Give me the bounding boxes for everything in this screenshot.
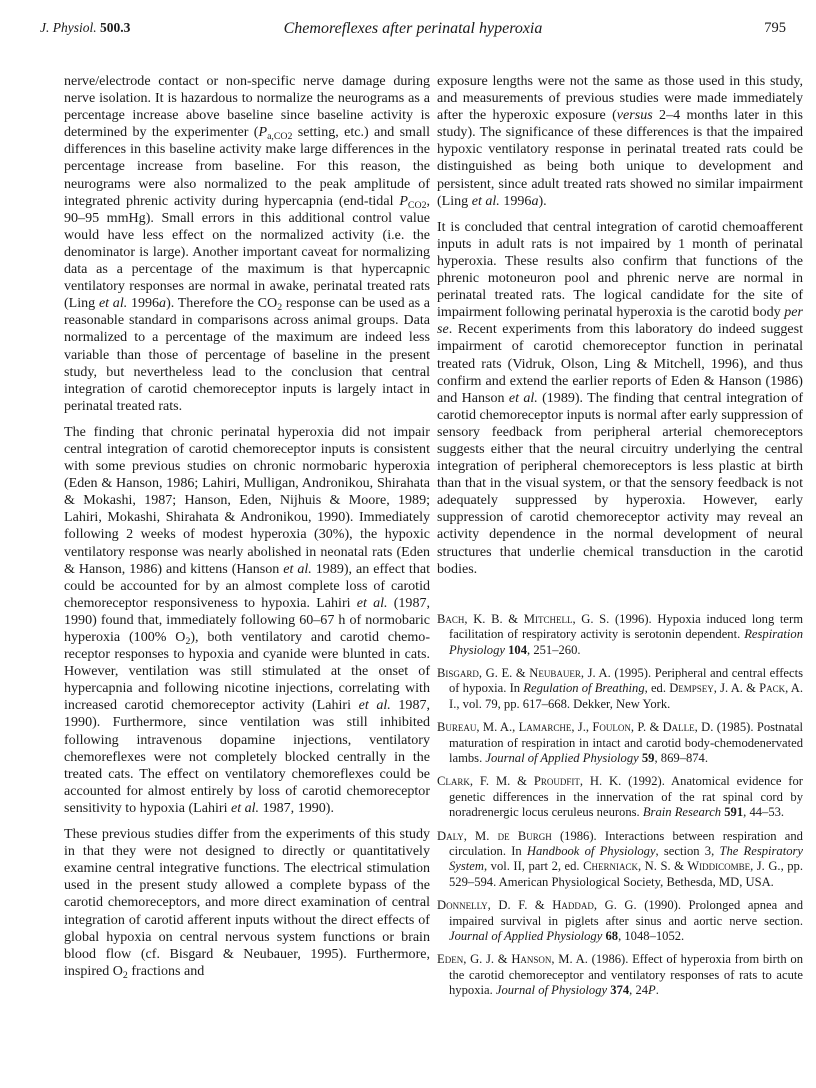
italic-text: et al.: [230, 799, 260, 816]
italic-text: et al.: [358, 697, 391, 714]
subscript: 2: [185, 636, 191, 647]
author-names: Bisgard, G. E. & Neubauer, J. A.: [437, 665, 611, 680]
author-names: Bureau, M. A., Lamarche, J., Foulon, P. & Dalle, D.: [437, 720, 714, 735]
author-names: Donnelly, D. F. & Haddad, G. G.: [437, 898, 637, 913]
volume-number: 59: [641, 750, 655, 765]
journal-name: J. Physiol.: [40, 20, 97, 35]
subscript: 2: [421, 199, 427, 211]
body-paragraph: These previous studies differ from the experiments of this study in that they were not designed to directly or quantitatively examine central integrative functions. The electrical stimulation used in the present study allowed a complete bypass of the carotid chemoreceptors, and more direct examination of central integration of carotid afferent inputs without the direct effects of global hypoxia on central nervous system functions or brain blood flow (cf. Bisgard & Neubauer, 1995). Furthermore, inspired $O_2$ fractions and: [64, 826, 430, 981]
right-column: [437, 73, 803, 1007]
italic-text: et al.: [356, 594, 388, 611]
subscript: 2: [277, 302, 283, 314]
body-paragraph: exposure lengths were not the same as those used in this study, and measurements of previous studies were made immediately after the hyperoxic exposure (versus 2–4 months later in this study). The significance of these differences is that the impaired hypoxic ventilatory response in perinatal treated rats could be distinguished as being both unique to development and persistent, since adult treated rats showed no similar impairment (Ling et al. 1996a).: [437, 73, 803, 209]
author-names: Clark, F. M. & Proudfit, H. K.: [437, 774, 622, 789]
italic-text: Journal of Applied Physiology: [485, 750, 639, 765]
volume-number: 591: [724, 805, 744, 820]
reference-item: Bureau, M. A., Lamarche, J., Foulon, P. & Dalle, D. (1985). Postnatal maturation of respiration in intact and carotid body-chemodenervated lambs. Journal of Applied Physiology 59, 869–874.: [437, 720, 803, 765]
italic-text: P: [258, 124, 268, 141]
reference-item: Eden, G. J. & Hanson, M. A. (1986). Effect of hyperoxia from birth on the carotid chemoreceptor and ventilatory responses of rats to acute hypoxia. Journal of Physiology 374, 24P.: [437, 952, 803, 998]
left-column: [64, 73, 430, 989]
italic-text: The Respiratory System: [449, 844, 803, 874]
reference-item: Bisgard, G. E. & Neubauer, J. A. (1995). Peripheral and central effects of hypoxia. In Regulation of Breathing, ed. Dempsey, J. A. & Pack, A. I., vol. 79, pp. 617–668. Dekker, New York.: [437, 665, 804, 711]
subscript: 2: [287, 131, 293, 143]
italic-text: Brain Research: [642, 805, 722, 820]
page-number: 795: [764, 20, 786, 36]
italic-text: Journal of Applied Physiology: [449, 929, 603, 944]
italic-text: P: [648, 983, 656, 998]
reference-item: Donnelly, D. F. & Haddad, G. G. (1990). Prolonged apnea and impaired survival in piglets after sinus and aortic nerve section. Journal of Applied Physiology 68, 1048–1052.: [437, 898, 803, 944]
italic-text: Handbook of Physiology: [526, 844, 656, 858]
volume-number: 68: [605, 929, 619, 944]
italic-text: a: [159, 295, 167, 312]
italic-text: Regulation of Breathing: [523, 681, 645, 696]
body-paragraph: nerve/electrode contact or non-specific nerve damage during nerve isolation. It is hazardous to normalize the neurograms as a percentage increase above baseline since baseline activity is determined by the experimenter ($P_{a,CO2}$ setting, etc.) and small differences in this baseline activity make large differences in the percentage increase from baseline. For this reason, the neurograms were also normalized to the peak amplitude of integrated phrenic activity during hypercapnia (end-tidal $P_{CO2}$, 90–95 mmHg). Small errors in this additional control value would have less effect on the normalized activity (i.e. the denominator is large). Another important caveat for normalizing data as a percentage of the maximum is that hypercapnic ventilatory responses are normal in awake, perinatal treated rats (Ling et al. 1996a). Therefore the $CO_2$ response can be used as a reasonable standard in comparisons across animal groups. Data normalized to a percentage of the maximum are indeed less variable than those of percentage of baseline in the present study, but nevertheless lead to the conclusion that central integration of carotid chemoreceptor inputs is largely intact in perinatal treated rats.: [64, 73, 431, 414]
reference-list: [437, 612, 803, 999]
italic-text: versus: [616, 107, 653, 124]
author-names: Bach, K. B. & Mitchell, G. S.: [437, 611, 610, 626]
italic-text: et al.: [98, 295, 128, 312]
italic-text: a: [531, 192, 539, 209]
italic-text: P: [399, 192, 408, 209]
italic-text: et al.: [471, 192, 500, 209]
author-names: Dempsey, J. A. & Pack, A. I.: [449, 681, 804, 711]
author-names: Daly, M. de Burgh: [437, 828, 552, 843]
body-paragraph: It is concluded that central integration of carotid chemoafferent inputs in adult rats is not impaired by 1 month of perinatal hyperoxia. These results also confirm that functions of the phrenic motoneuron pool and phrenic nerve are normal in perinatal treated rats. The logical candidate for the site of impairment following perinatal hyperoxia is the carotid body per se. Recent experiments from this laboratory do indeed suggest impairment of carotid chemoreceptor function in perinatal treated rats (Vidruk, Olson, Ling & Mitchell, 1996), and thus confirm and extend the earlier reports of Eden & Hanson (1986) and Hanson et al. (1989). The finding that central integration of carotid chemoreceptor inputs is normal after early suppression of sensory feedback from peripheral arterial chemoreceptors suggests either that the neural circuitry underlying the central integration of peripheral chemoreceptors is less plastic at birth than that in the visual system, or that the sensory feedback is not adequately suppressed by hyperoxia. However, early suppression of carotid chemoreceptor activity may reveal an activity dependence in the normal development of neural structures that underlie chemical transduction in the carotid bodies.: [437, 218, 803, 577]
author-names: Cherniack, N. S. & Widdicombe, J. G.: [583, 859, 781, 874]
subscript: CO: [407, 199, 422, 211]
running-title: Chemoreflexes after perinatal hyperoxia: [283, 20, 543, 37]
italic-text: et al.: [508, 389, 538, 406]
body-paragraph: The finding that chronic perinatal hyperoxia did not impair central integration of carotid chemoreceptor inputs is consistent with some previous studies on chronic normobaric hyperoxia (Eden & Hanson, 1986; Lahiri, Mulligan, Andronikou, Shirahata & Mokashi, 1987; Hanson, Eden, Nijhuis & Moore, 1989; Lahiri, Mokashi, Shirahata & Andronikou, 1990). Immediately following 2 weeks of modest hyperoxia (30%), the hypoxic ventilatory response was nearly abolished in neonatal rats (Eden & Hanson, 1986) and kittens (Hanson et al. 1989), an effect that could be accounted for by an almost complete loss of carotid chemoreceptor responsiveness to hypoxia. Lahiri et al. (1987, 1990) found that, immediately following 60–67 h of normobaric hyperoxia (100% $O_2$), both ventilatory and carotid chemoreceptor responses to hypoxia and cyanide were blunted in cats. However, ventilation was still stimulated at the onset of hypercapnia and following nicotine injections, correlating with increased carotid chemoreceptor activity (Lahiri et al. 1987, 1990). Furthermore, since ventilation was still inhibited following intravenous dopamine injections, ventilatory chemoreflexes were not completely blocked centrally in the treated cats. The effect on ventilatory chemoreflexes could be accounted for almost entirely by loss of carotid chemoreceptor sensitivity to hypoxia (Lahiri et al. 1987, 1990).: [64, 423, 431, 816]
journal-volume: 500.3: [100, 20, 131, 35]
volume-number: 104: [508, 642, 528, 657]
page-header: [40, 20, 786, 40]
reference-item: Daly, M. de Burgh (1986). Interactions between respiration and circulation. In Handbook of Physiology, section 3, The Respiratory System, vol. II, part 2, ed. Cherniack, N. S. & Widdicombe, J. G., pp. 529–594. American Physiological Society, Bethesda, MD, USA.: [437, 828, 803, 889]
subscript: 2: [122, 969, 128, 981]
author-names: Eden, G. J. & Hanson, M. A.: [437, 952, 588, 967]
italic-text: per se: [437, 304, 803, 338]
reference-item: Bach, K. B. & Mitchell, G. S. (1996). Hypoxia induced long term facilitation of respiratory activity is serotonin dependent. Respiration Physiology 104, 251–260.: [437, 611, 803, 657]
italic-text: Journal of Physiology: [495, 983, 608, 998]
reference-item: Clark, F. M. & Proudfit, H. K. (1992). Anatomical evidence for genetic differences in the innervation of the rat spinal cord by noradrenergic locus ceruleus neurons. Brain Research 591, 44–53.: [437, 774, 803, 820]
italic-text: et al.: [283, 560, 312, 577]
volume-number: 374: [610, 983, 630, 998]
italic-text: Respiration Physiology: [449, 627, 803, 657]
subscript: a,CO: [267, 131, 288, 143]
